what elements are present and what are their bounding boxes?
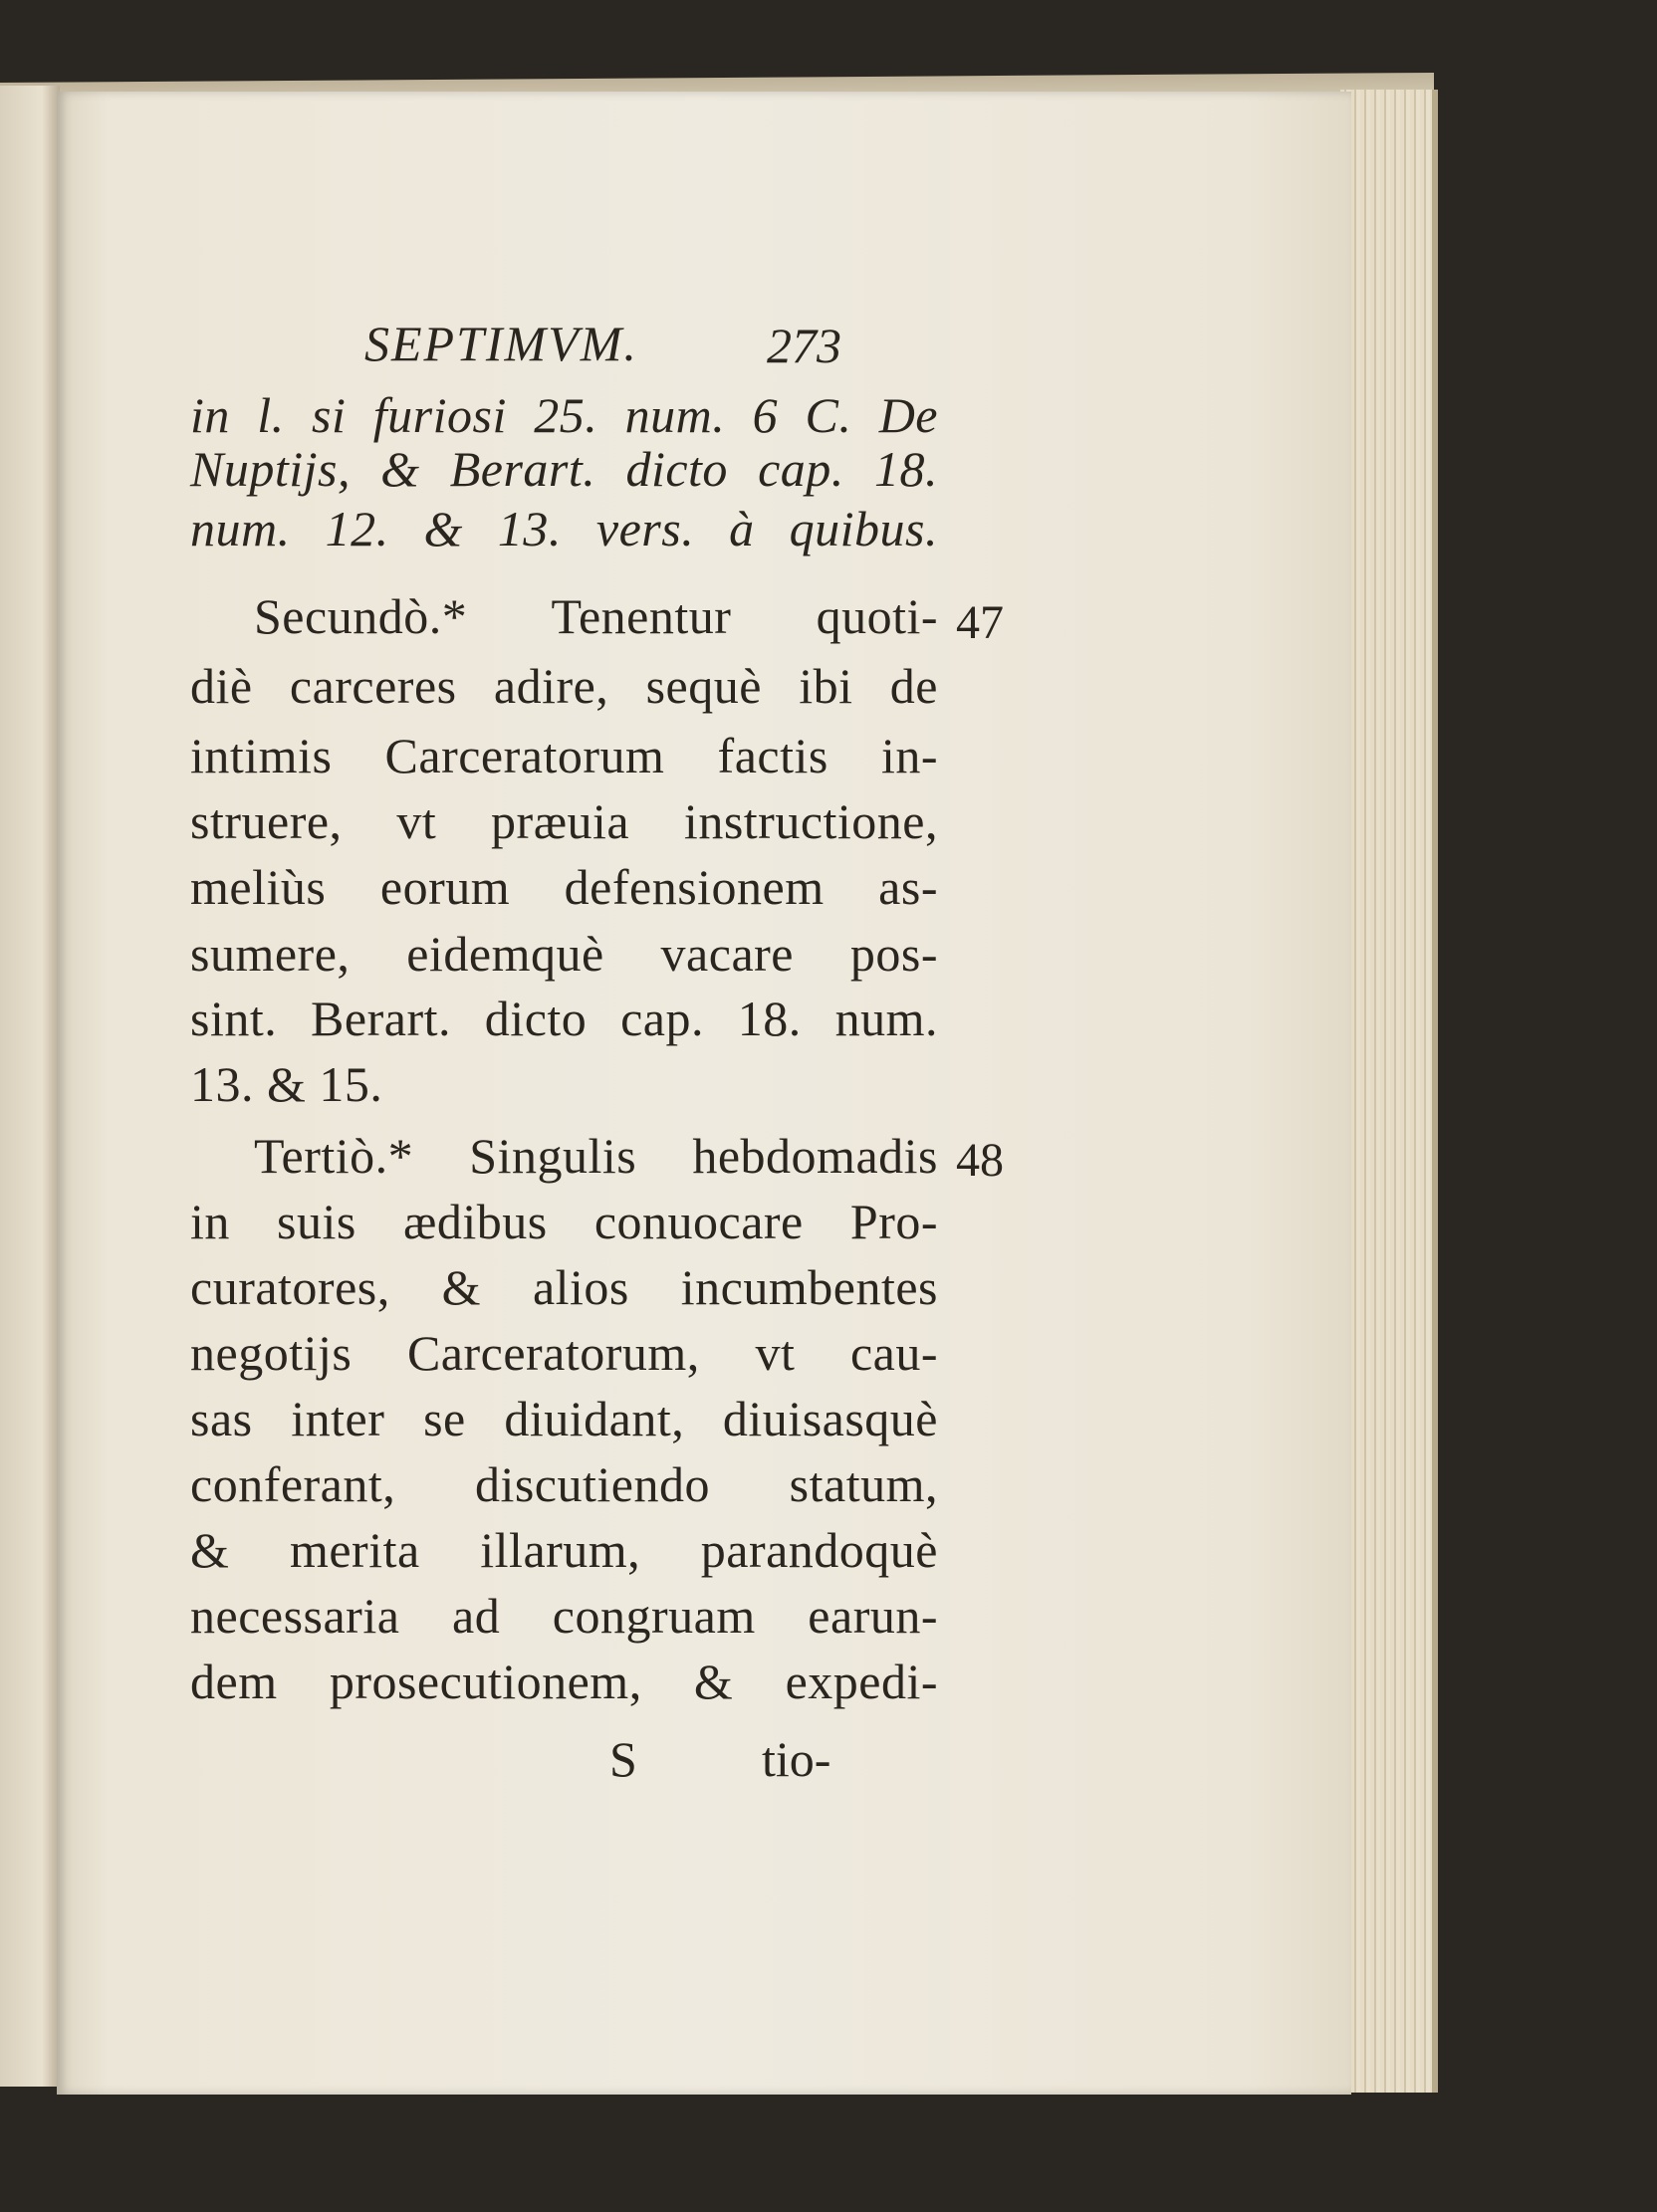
text-line: sumere, eidemquè vacare pos-: [190, 926, 938, 982]
text-line: meliùs eorum defensionem as-: [190, 859, 938, 915]
page-number: 273: [767, 318, 841, 373]
text-line: struere, vt præuia instructione,: [190, 793, 938, 849]
text-line: conferant, discutiendo statum,: [190, 1456, 938, 1512]
text-line: sas inter se diuidant, diuisasquè: [190, 1391, 938, 1446]
text-line: in suis ædibus conuocare Pro-: [190, 1194, 938, 1249]
running-head-title: SEPTIMVM.: [364, 316, 638, 371]
text-line: num. 12. & 13. vers. à quibus.: [190, 501, 938, 556]
text-line: diè carceres adire, sequè ibi de: [190, 658, 938, 714]
text-line: intimis Carceratorum factis in-: [190, 728, 938, 783]
text-line: in l. si furiosi 25. num. 6 C. De: [190, 387, 938, 443]
text-line: negotijs Carceratorum, vt cau-: [190, 1325, 938, 1381]
text-line: necessaria ad congruam earun-: [190, 1588, 938, 1644]
text-line: Nuptijs, & Berart. dicto cap. 18.: [190, 441, 938, 497]
text-line: & merita illarum, parandoquè: [190, 1522, 938, 1578]
catchword: tio-: [762, 1731, 831, 1787]
text-line: Tertiò.* Singulis hebdomadis: [254, 1128, 938, 1184]
margin-number: 48: [956, 1134, 1004, 1187]
page-block-edges: [1340, 90, 1438, 2093]
text-line: sint. Berart. dicto cap. 18. num.: [190, 991, 938, 1046]
text-line: 13. & 15.: [190, 1056, 383, 1112]
text-line: dem prosecutionem, & expedi-: [190, 1654, 938, 1709]
margin-number: 47: [956, 596, 1004, 649]
text-line: Secundò.* Tenentur quoti-: [254, 588, 938, 644]
facing-page-edge: [0, 86, 60, 2087]
signature-mark: S: [609, 1731, 637, 1787]
text-line: curatores, & alios incumbentes: [190, 1259, 938, 1315]
